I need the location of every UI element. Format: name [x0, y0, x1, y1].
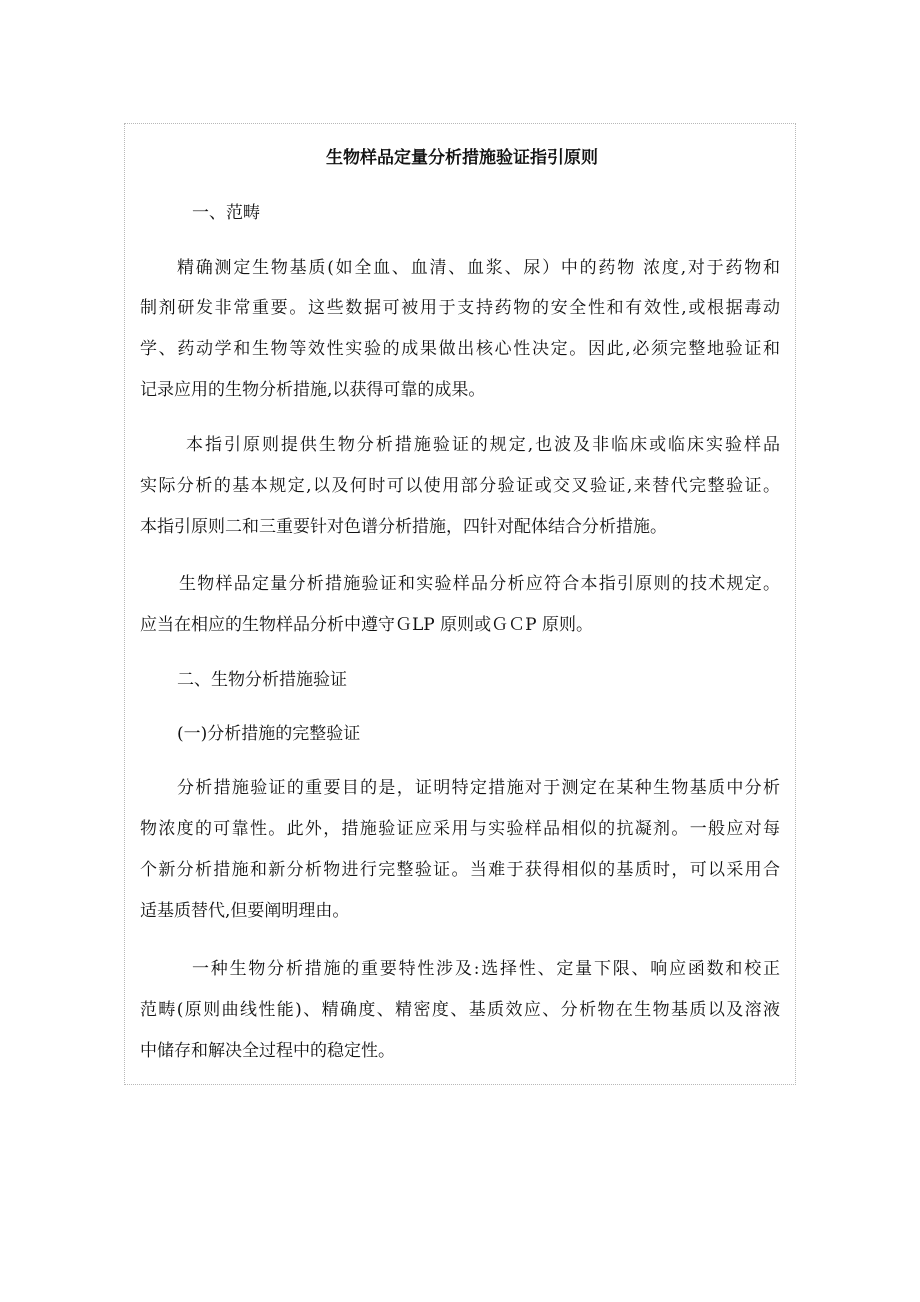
- paragraph-line: 一种生物分析措施的重要特性涉及:选择性、定量下限、响应函数和校正: [192, 959, 780, 979]
- section-heading-validation: 二、生物分析措施验证: [177, 670, 347, 690]
- document-title: 生物样品定量分析措施验证指引原则: [326, 148, 598, 168]
- paragraph-line: 物浓度的可靠性。此外，措施验证应采用与实验样品相似的抗凝剂。一般应对每: [140, 819, 780, 839]
- paragraph-line: 记录应用的生物分析措施,以获得可靠的成果。: [140, 380, 486, 400]
- paragraph-line: 个新分析措施和新分析物进行完整验证。当难于获得相似的基质时，可以采用合: [140, 860, 780, 880]
- paragraph-line: 实际分析的基本规定,以及何时可以使用部分验证或交叉验证,来替代完整验证。: [140, 476, 780, 496]
- paragraph-line: 学、药动学和生物等效性实验的成果做出核心性决定。因此,必须完整地验证和: [140, 339, 780, 359]
- paragraph-line: 范畴(原则曲线性能)、精确度、精密度、基质效应、分析物在生物基质以及溶液: [140, 1000, 780, 1020]
- paragraph-line: 本指引原则提供生物分析措施验证的规定,也波及非临床或临床实验样品: [186, 435, 780, 455]
- paragraph-line: 中储存和解决全过程中的稳定性。: [140, 1041, 395, 1061]
- paragraph-line: 制剂研发非常重要。这些数据可被用于支持药物的安全性和有效性,或根据毒动: [140, 298, 780, 318]
- paragraph-line: 应当在相应的生物样品分析中遵守ＧLP 原则或ＧＣP 原则。: [140, 615, 593, 635]
- paragraph-line: 分析措施验证的重要目的是，证明特定措施对于测定在某种生物基质中分析: [177, 778, 780, 798]
- section-heading-scope: 一、范畴: [192, 203, 260, 223]
- paragraph-line: 精确测定生物基质(如全血、血清、血浆、尿）中的药物 浓度,对于药物和: [177, 258, 780, 278]
- paragraph-line: 生物样品定量分析措施验证和实验样品分析应符合本指引原则的技术规定。: [179, 574, 780, 594]
- subsection-heading-full-validation: (一)分析措施的完整验证: [177, 724, 361, 744]
- paragraph-line: 本指引原则二和三重要针对色谱分析措施，四针对配体结合分析措施。: [140, 517, 667, 537]
- paragraph-line: 适基质替代,但要阐明理由。: [140, 901, 350, 921]
